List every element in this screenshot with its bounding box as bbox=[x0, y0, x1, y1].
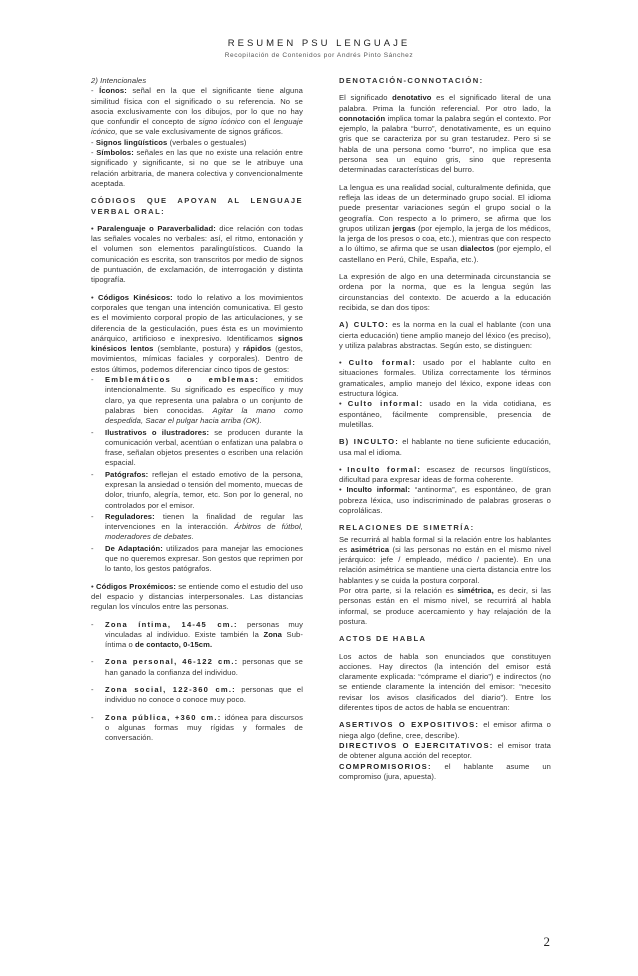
list-item-inculto-formal: • Inculto formal: escasez de recursos lingüísticos, dificultad para expresar ideas de forma coherente. bbox=[339, 464, 552, 485]
paragraph-culto: A) CULTO: es la norma en la cual el hablante (con una cierta educación) tiene amplio manejo del léxico (es preciso), y utiliza palabras abstractas. Según esto, se distinguen: bbox=[339, 320, 551, 350]
list-item-culto-formal: • Culto formal: usado por el hablante culto en situaciones formales. Utiliza correctamente los términos gramaticales, amplio manejo del léxico, expone ideas con estructura lógica. bbox=[339, 358, 551, 399]
heading-actos-habla: ACTOS DE HABLA bbox=[339, 634, 427, 644]
paragraph-compromisorios: COMPROMISORIOS: el hablante asume un compromiso (jura, apuesta). bbox=[339, 761, 551, 781]
document-title: RESUMEN PSU LENGUAJE bbox=[227, 38, 411, 49]
list-item-reguladores: - Reguladores: tienen la finalidad de regular las intervenciones en la interacción. Árbitros de fútbol, moderadores de debates. bbox=[91, 511, 303, 542]
list-item-zona-social: - Zona social, 122-360 cm.: personas que el individuo no conoce o conoce muy poco. bbox=[91, 685, 304, 705]
list-item-inculto-informal: • Inculto informal: “antinorma”, es espontáneo, de gran pobreza léxica, uso indiscriminado de palabras groseras o coprolálicas. bbox=[339, 485, 551, 515]
list-item-patografos: - Patógrafos: reflejan el estado emotivo de la persona, expresan la ansiedad o tensión del momento, muecas de dolor, triunfo, alegría, temor, etc. Son por lo general, no controlados por el emisor. bbox=[91, 469, 303, 510]
paragraph-simbolos: - Símbolos: señales en las que no existe una relación entre significado y significante, si no que se le atribuye una relación arbitraria, de manera colectiva y convencionalmente aceptada. bbox=[91, 148, 303, 188]
paragraph-simetria: Por otra parte, si la relación es simétrica, es decir, si las personas están en el mismo nivel, se recurrirá al habla informal, se produce acercamiento y hay relajación de la postura. bbox=[339, 586, 551, 626]
section-intencionales: 2) Intencionales bbox=[91, 76, 147, 85]
paragraph-directivos: DIRECTIVOS O EJERCITATIVOS: el emisor trata de obtener alguna acción del receptor. bbox=[339, 740, 551, 761]
document-subtitle: Recopilación de Contenidos por Andrés Pinto Sánchez bbox=[224, 52, 414, 59]
paragraph-asimetria: Se recurrirá al habla formal si la relación entre los hablantes es asimétrica (si las personas no están en el mismo nivel jerárquico: jefe / empleado, médico / paciente). En una relación asimétrica se mantiene una cierta distancia entre los hablantes y se cuida la postura corporal. bbox=[339, 534, 551, 585]
list-item-zona-intima: - Zona íntima, 14-45 cm.: personas muy vinculadas al individuo. Existe también la Zona Sub-íntima o de contacto, 0-15cm. bbox=[91, 619, 304, 650]
right-column bbox=[339, 76, 551, 782]
paragraph-inculto: B) INCULTO: el hablante no tiene suficiente educación, usa mal el idioma. bbox=[339, 437, 551, 457]
paragraph-paralenguaje: • Paralenguaje o Paraverbalidad: dice relación con todas las señales vocales no verbales: así, el ritmo, entonación y el volumen son elementos paralingüísticos. Cuando la comunicación es escrita, son transcritos por medio de signos de puntuación, de exclamación, de interrogación y distinta tipografía. bbox=[91, 223, 304, 285]
list-item-emblematicos: - Emblemáticos o emblemas: emitidos intencionalmente. Su significado es específico y muy claro, ya que representa una palabra o un conjunto de palabras bien conocidas. Agitar la mano como despedida, Sacar el pulgar hacia arriba (OK). bbox=[91, 375, 303, 426]
page-number: 2 bbox=[543, 934, 550, 949]
paragraph-expresion: La expresión de algo en una determinada circunstancia se ordena por la norma, que es la lengua según las circunstancias del contexto. De acuerdo a la educación recibida, se dan dos tipos: bbox=[339, 272, 551, 312]
list-item-zona-publica: - Zona pública, +360 cm.: idónea para discursos o algunas formas muy rígidas y formales de conversación. bbox=[91, 712, 303, 743]
list-item-ilustrativos: - Ilustrativos o ilustradores: se producen durante la comunicación verbal, acentúan o enfatizan una palabra o frase, señalan objetos presentes o escriben una relación espacial. bbox=[91, 427, 304, 468]
paragraph-denotacion: El significado denotativo es el significado literal de una palabra. Prima la función referencial. Por otro lado, la connotación implica tomar la palabra según el contexto. Por ejemplo, la palabra “burro”, denotativamente, es un equino gris que se caracteriza por su gran testarudez. Pero si se habla de una persona como “burro”, no implica que esa persona sea un equino gris, sino que representa determinadas características del burro. bbox=[339, 93, 551, 175]
heading-denotacion: DENOTACIÓN-CONNOTACIÓN: bbox=[339, 76, 484, 85]
paragraph-kinesicos: • Códigos Kinésicos: todo lo relativo a los movimientos corporales que tengan una intención comunicativa. El gesto es el movimiento corporal propio de las articulaciones, y se diferencia de la gesticulación, pues ésta es un movimiento anárquico, artificioso e inexpresivo. Identificamos signos kinésicos lentos (semblante, postura) y rápidos (gestos, movimientos, mímicas faciales y corporales). Dentro de estos últimos, podemos diferenciar cinco tipos de gestos: bbox=[91, 292, 304, 374]
paragraph-lengua-social: La lengua es una realidad social, culturalmente definida, que refleja las ideas de un determinado grupo social. El idioma puede presentar variaciones según el grupo social o la geografía. Con respecto a lo primero, se afirma que los grupos utilizan jergas (por ejemplo, la jerga de los médicos, la jerga de los presos o coa, etc.), mientras que con respecto a lo último, se afirma que se usan dialectos (por ejemplo, el castellano en Perú, Chile, España, etc.). bbox=[339, 182, 551, 264]
list-item-culto-informal: • Culto informal: usado en la vida cotidiana, es espontáneo, fácilmente comprensible, presencia de muletillas. bbox=[339, 399, 551, 429]
paragraph-proxemicos: • Códigos Proxémicos: se entiende como el estudio del uso del espacio y distancias interpersonales. Las distancias regulan los vínculos entre las personas. bbox=[91, 581, 303, 612]
page-header bbox=[0, 38, 638, 59]
paragraph-linguisticos: - Signos lingüísticos (verbales o gestuales) bbox=[91, 137, 247, 147]
paragraph-iconos: - Íconos: señal en la que el significante tiene alguna similitud física con el significado o su referencia. No se asocia exclusivamente con los dibujos, por lo que no hay que confundir el concepto de signo icónico con el lenguaje icónico, que se vale exclusivamente de signos gráficos. bbox=[91, 86, 303, 137]
paragraph-actos-habla: Los actos de habla son enunciados que constituyen acciones. Hay directos (la intención del emisor está claramente explicada: “cómprame el diario”) e indirectos (no se entiende claramente la intención del emisor: “necesito revisar los avisos clasificados del diario”). Entre los diferentes tipos de actos de habla se encuentran: bbox=[339, 651, 551, 713]
heading-simetria: RELACIONES DE SIMETRÍA: bbox=[339, 523, 475, 533]
paragraph-asertivos: ASERTIVOS O EXPOSITIVOS: el emisor afirma o niega algo (define, cree, describe). bbox=[339, 720, 551, 740]
heading-codigos: CÓDIGOS QUE APOYAN AL LENGUAJE VERBAL ORAL: bbox=[91, 196, 303, 216]
list-item-zona-personal: - Zona personal, 46-122 cm.: personas que se han ganado la confianza del individuo. bbox=[91, 657, 303, 677]
list-item-adaptacion: - De Adaptación: utilizados para manejar las emociones que no queremos expresar. Son gestos que reprimen por lo tanto, los gestos patógrafos. bbox=[91, 543, 303, 574]
left-column bbox=[91, 76, 303, 745]
